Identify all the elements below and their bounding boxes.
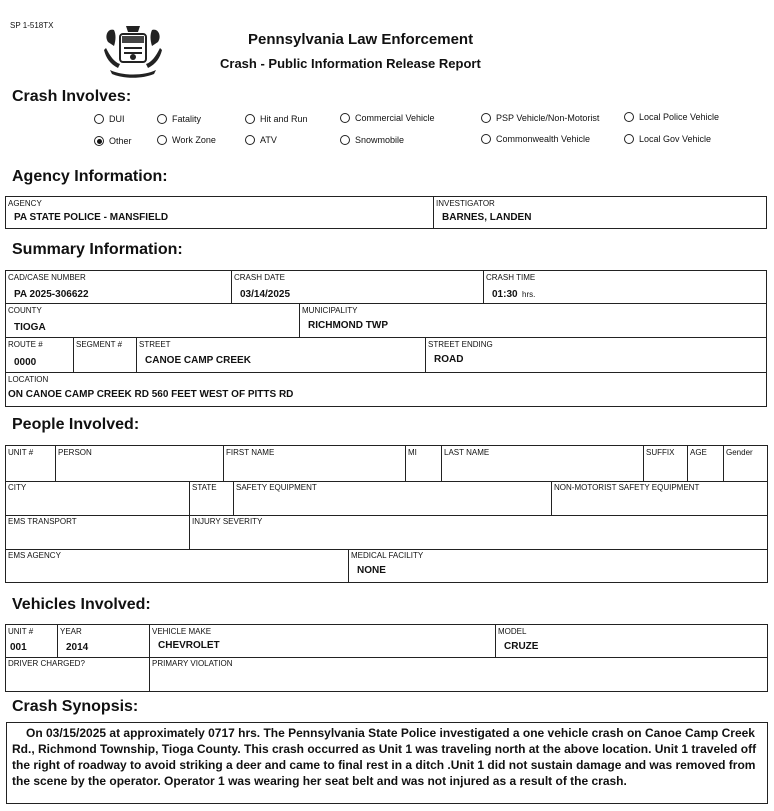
- safety-cell: [234, 481, 552, 515]
- suffix-label: SUFFIX: [646, 448, 675, 457]
- option-dui[interactable]: DUI: [94, 114, 125, 124]
- state-label: STATE: [192, 483, 217, 492]
- radio-icon[interactable]: [624, 134, 634, 144]
- investigator-value: BARNES, LANDEN: [442, 212, 532, 223]
- vehicle-unit-label: UNIT #: [8, 627, 34, 636]
- vehicle-make-value: CHEVROLET: [158, 640, 220, 651]
- vehicles-table: [5, 624, 768, 692]
- route-value: 0000: [14, 357, 37, 368]
- age-cell: [688, 446, 724, 482]
- nonmotorist-cell: [552, 481, 767, 515]
- report-title: Pennsylvania Law Enforcement: [248, 31, 474, 48]
- vehicle-year-cell: [58, 625, 150, 657]
- vehicles-row-2: [6, 657, 767, 691]
- route-label: ROUTE #: [8, 340, 43, 349]
- ems-agency-label: EMS AGENCY: [8, 551, 61, 560]
- route-cell: [6, 338, 74, 372]
- vehicle-unit-cell: [6, 625, 58, 657]
- people-heading: People Involved:: [12, 416, 140, 433]
- option-fatality[interactable]: Fatality: [157, 114, 201, 124]
- segment-cell: [74, 338, 137, 372]
- driver-charged-cell: [6, 657, 150, 691]
- people-row-2: [6, 481, 767, 515]
- county-cell: [6, 304, 300, 337]
- vehicle-model-label: MODEL: [498, 627, 527, 636]
- gender-label: Gender: [726, 448, 753, 457]
- person-label: PERSON: [58, 448, 92, 457]
- radio-icon[interactable]: [340, 113, 350, 123]
- vehicle-make-cell: [150, 625, 496, 657]
- radio-checked-icon[interactable]: [94, 136, 104, 146]
- municipality-label: MUNICIPALITY: [302, 306, 358, 315]
- people-unit-cell: [6, 446, 56, 482]
- case-number-cell: [6, 271, 232, 303]
- people-table: [5, 445, 768, 583]
- option-atv[interactable]: ATV: [245, 135, 277, 145]
- vehicle-unit-value: 001: [10, 642, 27, 653]
- vehicle-model-value: CRUZE: [504, 641, 539, 652]
- crash-date-value: 03/14/2025: [240, 289, 291, 300]
- radio-icon[interactable]: [245, 135, 255, 145]
- state-seal-icon: [100, 22, 166, 80]
- crash-time-cell: [484, 271, 766, 303]
- option-local-police-vehicle[interactable]: Local Police Vehicle: [624, 112, 719, 122]
- option-commercial-vehicle[interactable]: Commercial Vehicle: [340, 113, 435, 123]
- ems-agency-cell: [6, 549, 349, 582]
- agency-heading: Agency Information:: [12, 168, 168, 185]
- driver-charged-label: DRIVER CHARGED?: [8, 659, 85, 668]
- radio-icon[interactable]: [481, 134, 491, 144]
- case-number-label: CAD/CASE NUMBER: [8, 273, 86, 282]
- radio-icon[interactable]: [624, 112, 634, 122]
- first-name-label: FIRST NAME: [226, 448, 275, 457]
- option-work-zone[interactable]: Work Zone: [157, 135, 216, 145]
- summary-row-3: [5, 337, 767, 373]
- agency-box: [5, 196, 767, 229]
- investigator-cell: [434, 197, 766, 228]
- state-cell: [190, 481, 234, 515]
- crash-date-label: CRASH DATE: [234, 273, 285, 282]
- summary-heading: Summary Information:: [12, 241, 183, 258]
- person-cell: [56, 446, 224, 482]
- vehicles-row-1: [6, 625, 767, 657]
- synopsis-text: On 03/15/2025 at approximately 0717 hrs. The Pennsylvania State Police investigated a one vehicle crash on Canoe Camp Creek Rd., Richmond Township, Tioga County. This crash occurred as Unit 1 was traveling north at the above location. Unit 1 traveled off the right of roadway to avoid striking a deer and came to final rest in a ditch .Unit 1 did not sustain damage and was removed from the scene by the operator. Operator 1 was wearing her seat belt and was not injured as a result of the crash.: [6, 722, 768, 804]
- location-label: LOCATION: [8, 375, 49, 384]
- mi-label: MI: [408, 448, 417, 457]
- primary-violation-label: PRIMARY VIOLATION: [152, 659, 233, 668]
- last-name-cell: [442, 446, 644, 482]
- suffix-cell: [644, 446, 688, 482]
- location-box: [5, 372, 767, 407]
- summary-row-2: [5, 303, 767, 338]
- people-row-4: [6, 549, 767, 582]
- vehicles-heading: Vehicles Involved:: [12, 596, 151, 613]
- safety-label: SAFETY EQUIPMENT: [236, 483, 317, 492]
- nonmotorist-label: NON-MOTORIST SAFETY EQUIPMENT: [554, 483, 700, 492]
- gender-cell: [724, 446, 767, 482]
- case-number-value: PA 2025-306622: [14, 289, 89, 300]
- option-snowmobile[interactable]: Snowmobile: [340, 135, 404, 145]
- medical-facility-label: MEDICAL FACILITY: [351, 551, 424, 560]
- street-ending-cell: [426, 338, 766, 372]
- crash-time-label: CRASH TIME: [486, 273, 536, 282]
- radio-icon[interactable]: [157, 135, 167, 145]
- form-code: SP 1-518TX: [10, 21, 54, 30]
- medical-facility-value: NONE: [357, 565, 386, 576]
- investigator-label: INVESTIGATOR: [436, 199, 495, 208]
- synopsis-heading: Crash Synopsis:: [12, 698, 139, 715]
- report-subtitle: Crash - Public Information Release Report: [220, 56, 481, 71]
- county-value: TIOGA: [14, 322, 46, 333]
- radio-icon[interactable]: [245, 114, 255, 124]
- last-name-label: LAST NAME: [444, 448, 490, 457]
- option-psp-vehicle[interactable]: PSP Vehicle/Non-Motorist: [481, 113, 599, 123]
- ems-transport-cell: [6, 515, 190, 549]
- street-cell: [137, 338, 426, 372]
- radio-icon[interactable]: [94, 114, 104, 124]
- age-label: AGE: [690, 448, 707, 457]
- summary-row-1: [5, 270, 767, 304]
- city-label: CITY: [8, 483, 27, 492]
- medical-facility-cell: [349, 549, 767, 582]
- street-label: STREET: [139, 340, 171, 349]
- municipality-value: RICHMOND TWP: [308, 320, 388, 331]
- option-other[interactable]: Other: [94, 136, 132, 146]
- injury-label: INJURY SEVERITY: [192, 517, 263, 526]
- agency-label: AGENCY: [8, 199, 42, 208]
- vehicle-year-value: 2014: [66, 642, 89, 653]
- city-cell: [6, 481, 190, 515]
- street-value: CANOE CAMP CREEK: [145, 355, 251, 366]
- crash-involves-heading: Crash Involves:: [12, 88, 132, 105]
- mi-cell: [406, 446, 442, 482]
- radio-icon[interactable]: [157, 114, 167, 124]
- people-row-1: [6, 446, 767, 482]
- vehicle-model-cell: [496, 625, 767, 657]
- first-name-cell: [224, 446, 406, 482]
- option-hit-and-run[interactable]: Hit and Run: [245, 114, 308, 124]
- municipality-cell: [300, 304, 766, 337]
- street-ending-value: ROAD: [434, 354, 464, 365]
- radio-icon[interactable]: [481, 113, 491, 123]
- people-row-3: [6, 515, 767, 549]
- injury-cell: [190, 515, 767, 549]
- crash-time-value: 01:30: [492, 289, 518, 300]
- street-ending-label: STREET ENDING: [428, 340, 493, 349]
- segment-label: SEGMENT #: [76, 340, 123, 349]
- vehicle-year-label: YEAR: [60, 627, 82, 636]
- vehicle-make-label: VEHICLE MAKE: [152, 627, 212, 636]
- agency-cell: [6, 197, 434, 228]
- ems-transport-label: EMS TRANSPORT: [8, 517, 77, 526]
- agency-value: PA STATE POLICE - MANSFIELD: [14, 212, 169, 223]
- option-commonwealth-vehicle[interactable]: Commonwealth Vehicle: [481, 134, 590, 144]
- crash-date-cell: [232, 271, 484, 303]
- people-unit-label: UNIT #: [8, 448, 34, 457]
- radio-icon[interactable]: [340, 135, 350, 145]
- primary-violation-cell: [150, 657, 767, 691]
- crash-time-unit: hrs.: [522, 290, 536, 299]
- option-local-gov-vehicle[interactable]: Local Gov Vehicle: [624, 134, 711, 144]
- location-value: ON CANOE CAMP CREEK RD 560 FEET WEST OF PITTS RD: [8, 389, 294, 400]
- county-label: COUNTY: [8, 306, 42, 315]
